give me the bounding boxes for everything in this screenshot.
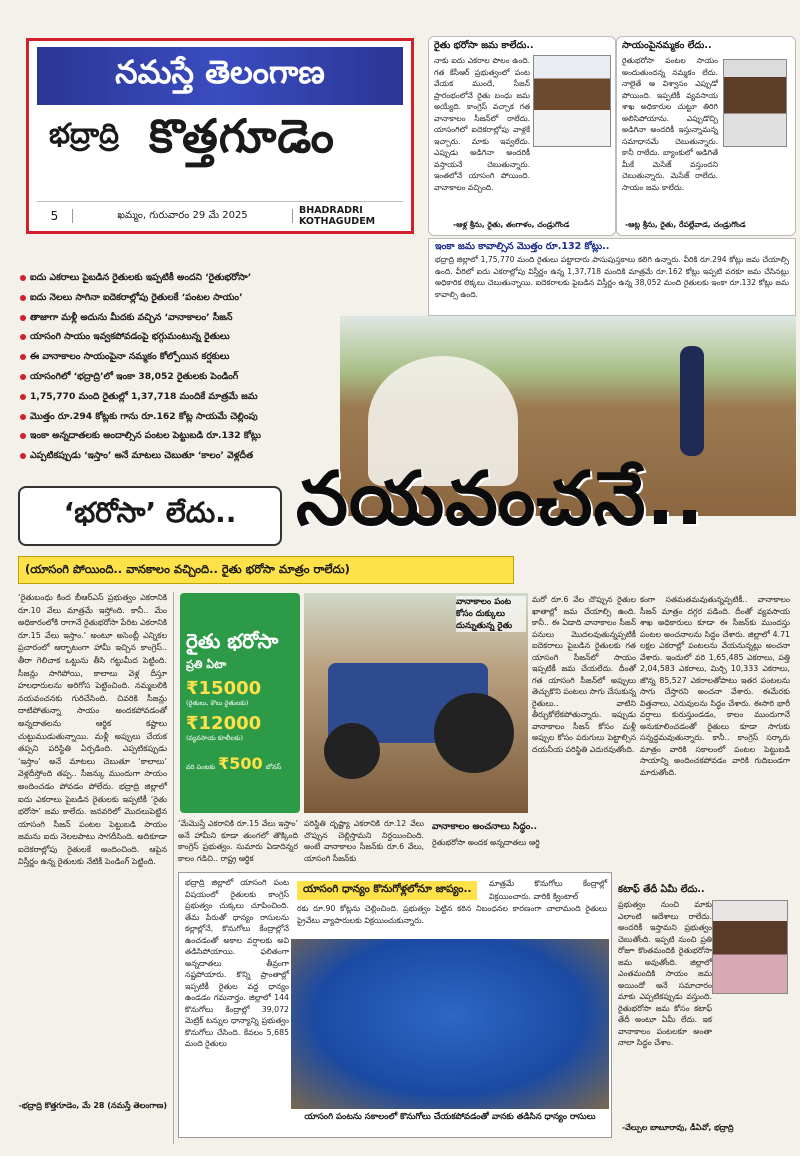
poster-amount-1-note: (రైతులు, కౌలు రైతులకు) xyxy=(186,699,249,707)
masthead-district-block xyxy=(37,111,403,229)
poster-per-year: ప్రతి ఏటా xyxy=(186,658,227,671)
middle-text-col-b: పరిస్థితి దృష్ట్యా ఎకరానికి రూ.12 వేలు చొప్పున చెల్లిస్తామని నిర్దయించింది. అంటే వానాకాలం సీజన్‌కు రూ.6 వేలు, యాసంగి సీజన్‌కు xyxy=(304,819,424,863)
tractor-caption: వానాకాలం పంట కోసం దుక్కులు దున్నుతున్న రైతు xyxy=(456,596,526,632)
masthead xyxy=(26,38,414,234)
pending-box-heading: ఇంకా జమ కావాల్సిన మొత్తం రూ.132 కోట్లు.. xyxy=(435,241,610,252)
grain-col-2-top: మాత్రమే కొనుగోలు కేంద్రాల్లో విక్రయించారు. వారికి క్వింటాల్ xyxy=(489,879,607,901)
highlight-item: తాజాగా మళ్లీ అదును మీదకు వచ్చిన ‘వానాకాలం’ సీజన్ xyxy=(18,308,340,328)
farmer-box-2-body: రైతుభరోసా పంటల సాయం అందుతుందన్న నమ్మకం లేదు. నాలైతే ఆ విశ్వాసం ఎప్పుడో పోయింది. ఇప్పటికీ వ్యవసాయ శాఖ అధికారుల చుట్టూ తిరిగి అలిసిపోయాను. ఎప్పుడొచ్చి అడిగినా అందరికీ ఇస్తున్నామన్న సమాధానమే చెబుతున్నారు. కానీ రాలేదు. బ్యాంకులో అడిగితే మీకే మెసేజ్ వస్తుందని చెబుతున్నారు. మెసేజ్ రాలేదు. సాయం జమ కాలేదు. xyxy=(622,56,718,192)
farmer-box-2-byline: -ఆట్ల శ్రీను, రైతు, రేపల్లేవాడ, చండ్రుగొండ xyxy=(625,220,746,229)
poster-amount-3-suffix: బోనస్ xyxy=(265,763,282,771)
highlight-item: ఈ వానాకాలం సాయంపైనా నమ్మకం కోల్పోయిన కర్షకులు xyxy=(18,347,340,367)
farmer-2-photo xyxy=(723,59,787,147)
farmer-figure xyxy=(680,346,704,456)
english-edition-name: BHADRADRI KOTHAGUDEM xyxy=(299,204,376,227)
farmer-box-1-byline: -ఆళ్ల శ్రీను, రైతు, తంగాళం, చండ్రుగొండ xyxy=(453,220,570,229)
officer-box-byline: -వేల్పుల బాబూరావు, డీఏవో, భద్రాద్రి xyxy=(622,1123,734,1132)
masthead-footer xyxy=(37,201,403,229)
grain-photo-caption: యాసంగి పంటను సకాలంలో కొనుగోలు చేయకపోవడంతో వానకు తడిసిన ధాన్యం రాసులు xyxy=(304,1112,596,1122)
farmer-quote-box-1 xyxy=(428,36,616,236)
left-column-byline: -భద్రాద్రి కొత్తగూడెం, మే 28 (నమస్తే తెలంగాణ) xyxy=(18,1101,167,1110)
highlight-item: ఇంకా అన్నదాతలకు అందాల్సిన పంటల పెట్టుబడి రూ.132 కోట్లు xyxy=(18,426,340,446)
poster-amount-3-prefix: వరి పంటకు xyxy=(186,763,216,771)
officer-box-heading: కటాఫ్ తేదీ ఏమీ లేదు.. xyxy=(618,884,705,895)
middle-text-col-c-heading: వానాకాలం అంచనాలు సిద్ధం.. xyxy=(432,822,538,832)
poster-amount-3: ₹500 xyxy=(218,754,263,773)
poster-title: రైతు భరోసా xyxy=(186,629,279,653)
left-column-body: ‘రైతుబంధు కింద బీఆర్ఎస్ ప్రభుత్వం ఎకరానికి రూ.10 వేలు మాత్రమే ఇస్తోంది. కానీ.. మేం అధికారంలోకి రాగానే రైతుభరోసా పేరిట ఎకరానికి రూ.15 వేలు ఇస్తాం.’ అంటూ అసెంబ్లీ ఎన్నికల ప్రచారంలో ఆర్భాటంగా హామీ ఇచ్చిన కాంగ్రెస్.. తీరా గెలిచాక ఒట్టును తీసి గట్టుమీద పెట్టింది. సీజన్లు సాగిపోయి, కాలాలు వెళ్ల దీస్తూ హలధారులను అరిగోస పెట్టించింది. నమ్మబలికి నయవంచనకు గురిచేసింది. చివరికి సీజన్లు దాటిపోతున్నా సాయం అందకపోవడంతో అన్నదాతలను ఆర్థిక కష్టాలు చుట్టుముడుతున్నాయి. మళ్లీ అప్పులు చేయక తప్పని పరిస్థితి ఏర్పడింది. ఎప్పటికప్పుడు ‘ఇస్తాం’ అనే మాటలు చెబుతూ ‘కాలాలు’ వెళ్లదీస్తోంది తప్ప.. సీజన్కు ముందుగా సాయం అందించడం పోవడం పోలేదు. భద్రాద్రి జిల్లాలో ఐదు ఎకరాలు పైబడిన రైతులకు ఇప్పటికీ ‘రైతు భరోసా’ జమ కాలేదు. జనవరిలో మొదలుపెట్టిన యాసంగి సీజన్ పంటల పెట్టుబడి సాయం జమను ఐదు నెలలపాటు సాగదీసింది. అదికూడా ఐదెకరాల్లోపు రైతులకే అందించింది. ఆపైన విస్తీర్ణం ఉన్న రైతులకు నేటికీ పెండింగ్ పెట్టింది. xyxy=(18,593,167,867)
middle-text-col-a: ‘మేమొస్తే ఎకరానికి రూ.15 వేలు ఇస్తాం’ అనే హామీని కూడా తుంగలో తొక్కింది కాంగ్రెస్ ప్రభుత్వం. సుమారు ఏడాదిన్నర కాలం గడిచి.. రాష్ట్ర ఆర్థిక xyxy=(178,819,298,863)
highlight-item: ఎప్పటికప్పుడు ‘ఇస్తాం’ అనే మాటలు చెబుతూ ‘కాలం’ వెళ్లదీత xyxy=(18,446,340,466)
district-main: కొత్తగూడెం xyxy=(149,109,335,163)
middle-text-col-d: కంగా సతమతమవుతున్నప్పటికీ.. వానాకాలం సీజన్ మాత్రం దగ్గర పడింది. దీంతో వ్యవసాయ శాఖ అధికారులు కూడా ఈ సీజన్‌కు ముందస్తు పంటల అంచనాలను సిద్ధం చేశారు. జిల్లాలో 4.71 లక్షల ఎకరాల్లో పంటలను వేయనున్నట్లు అంచనా వేశారు. ఇందులో వరి 1,65,485 ఎకరాలు, పత్తి 2,04,583 ఎకరాలు, మిర్చి 10,333 ఎకరాలు, జొన్న 85,527 ఎకరాలతోపాటు ఇతర పంటలను సాగు చేస్తారని అంచనా వేశారు. ఈమేరకు విత్తనాలు, ఎరువులను సిద్ధం చేశారు. ఈసారి భారీ వర్షాలు కురుస్తుండడం, కాలం ముందుగానే అనుకూలించడంతో రైతులు కూడా సాగుకు సన్నద్ధమవుతున్నారు. కానీ.. కాంగ్రెస్ సర్కారు మాత్రం వారికి సకాలంలో పంటల పెట్టుబడి సాయాన్ని అందించకపోవడం వారికి గుదిబండగా మారుతోంది. xyxy=(640,595,790,777)
bharosa-ledu-box: ‘భరోసా’ లేదు.. xyxy=(18,486,282,546)
highlight-item: ఐదు ఎకరాలు పైబడిన రైతులకు ఇప్పటికీ అందని ‘రైతుభరోసా’ xyxy=(18,268,340,288)
officer-quote-box xyxy=(614,882,792,1138)
highlight-item: మొత్తం రూ.294 కోట్లకు గాను రూ.162 కోట్ల సాయమే చెల్లింపు xyxy=(18,407,340,427)
date-line: ఖమ్మం, గురువారం 29 మే 2025 xyxy=(73,209,293,223)
page-number: 5 xyxy=(37,209,73,223)
rythu-bharosa-poster xyxy=(180,593,300,813)
poster-amount-1: ₹15000 xyxy=(186,678,262,699)
poster-amount-2-note: (వ్యవసాయ కూలీలకు) xyxy=(186,734,244,742)
subheadline: (యాసంగి పోయింది.. వానకాలం వచ్చింది.. రైతు భరోసా మాత్రం రాలేదు) xyxy=(18,556,514,584)
farmer-box-2-heading: సాయంపైనమ్మకం లేదు.. xyxy=(622,40,712,51)
main-headline: నయవంచనే.. xyxy=(296,456,705,542)
farmer-box-1-heading: రైతు భరోసా జమ కాలేదు.. xyxy=(434,40,534,51)
tractor-wheel-rear xyxy=(434,693,514,773)
farmer-box-1-body: నాకు ఐదు ఎకరాల పొలం ఉంది. గత కేసీఆర్ ప్రభుత్వంలో పంట వేయక ముందే, సీజన్ ప్రారంభంలోనే రైతు బంధు జమ అయ్యేది. కాంగ్రెస్ వచ్చాక గత వానాకాలం సీజన్‌లో రాలేదు. యాసంగిలో ఐదెకరాల్లోపు వాళ్లకే ఇచ్చారు. మాకు ఇవ్వలేదు. ఎప్పుడు అడిగినా అందరికీ వస్తాయనే చెబుతున్నారు. ఇంతలోనే యాసంగి పోయింది. వానాకాలం వచ్చింది. xyxy=(434,56,530,192)
grain-col-1: భద్రాద్రి జిల్లాలో యాసంగి పంట విషయంలో రైతులకు కాంగ్రెస్ ప్రభుత్వం చుక్కలు చూపించింది. తేమ పేరుతో ధాన్యం రాసులను కల్లాల్లోనే, కొనుగోలు కేంద్రాల్లోనే ఉంచడంతో అకాల వర్షాలకు అవి తడిసిపోయాయి. ఫలితంగా అన్నదాతలు తీవ్రంగా నష్టపోయారు. కొన్ని ప్రాంతాల్లో ఇప్పటికీ రైతుల వద్ద ధాన్యం ఉండడం గమనార్హం. జిల్లాలో 144 కొనుగోలు కేంద్రాల్లో 39,072 మెట్రిక్ టన్నుల ధాన్యాన్ని ప్రభుత్వం కొనుగోలు చేసింది. కేవలం 5,685 మంది రైతులు xyxy=(185,878,289,1048)
highlight-item: యాసంగి సాయం ఇవ్వకపోవడంపై భగ్గుమంటున్న రైతులు xyxy=(18,327,340,347)
officer-box-body-top: ప్రభుత్వం నుంచి మాకు ఎలాంటి ఆదేశాలు రాలేదు. అందరికీ ఇస్తామని ప్రభుత్వం చెబుతోంది. ఇప్పటి నుంచి ప్రతి రోజూ కొంతమందికి రైతుభరోసా జమ అవుతోంది. జిల్లాలో ఎంతమందికి సాయం జమ అయిందో అనే సమాచారం మాకు ఎప్పటికప్పుడు వస్తుంది. రైతుభరోసా జమ కోసం కటాఫ్ తేదీ అంటూ ఏమీ లేదు. ఇక వానాకాలం పంటలకూ అంతా నాలా సిద్ధం చేశాం. xyxy=(618,900,712,1047)
pending-amount-box xyxy=(428,238,796,316)
highlight-item: ఐదు నెలలు సాగినా ఐదెకరాల్లోపు రైతులకే ‘పంటల సాయం’ xyxy=(18,288,340,308)
farmer-1-photo xyxy=(533,55,611,147)
poster-amount-2: ₹12000 xyxy=(186,713,262,734)
grain-section-tag: యాసంగి ధాన్యం కొనుగోళ్లలోనూ జాప్యం.. xyxy=(297,881,477,900)
district-prefix: భద్రాద్రి xyxy=(49,117,119,150)
left-column xyxy=(18,592,174,1144)
officer-photo xyxy=(712,900,788,994)
pending-box-body: భద్రాద్రి జిల్లాలో 1,75,770 మంది రైతులు పట్టాదారు పాసుపుస్తకాలు కలిగి ఉన్నారు. వీరికి రూ.294 కోట్లు జమ చేయాల్సి ఉంది. వీరిలో ఐదు ఎకరాల్లోపు విస్తీర్ణం ఉన్న 1,37,718 మందికి మాత్రమే రూ.162 కోట్లు ఇప్పటి వరకూ జమ చేసినట్లు అధికారిక లెక్కలు చెబుతున్నాయి. ఐదెకరాలకు పైబడిన విస్తీర్ణం ఉన్న 38,052 మంది రైతులకు ఇంకా రూ.132 కోట్లు జమ కావాల్సి ఉంది. xyxy=(435,255,789,299)
highlights-list xyxy=(18,268,340,466)
highlight-item: 1,75,770 మంది రైతుల్లో 1,37,718 మందికే మాత్రమే జమ xyxy=(18,387,340,407)
grain-tarp-photo xyxy=(291,939,609,1109)
highlight-item: యాసంగిలో ‘భద్రాద్రి’లో ఇంకా 38,052 రైతులకు పెండింగ్ xyxy=(18,367,340,387)
middle-text-col-c-tail: రైతుభరోసా అందక అన్నదాతలు ఆర్థి xyxy=(432,838,540,847)
paper-name: నమస్తే తెలంగాణ xyxy=(37,47,403,105)
farmer-quote-box-2 xyxy=(616,36,796,236)
grain-procurement-section xyxy=(178,872,612,1138)
tractor-wheel-front xyxy=(324,723,380,779)
middle-text-col-c: మరో రూ.6 వేల చొప్పున రైతుల ఖాతాల్లో జమ చేయాల్సి ఉంది. కానీ.. ఈ ఏడాది వానాకాలం సీజన్ పనులు మొదలవుతున్నప్పటికీ ఐదెకరాలు పైబడిన రైతులకు గత యాసంగి సీజన్‌లో సాయం ఇప్పటికీ జమ చేయలేదు. దీంతో గత యాసంగి సీజన్‌లో అప్పులు తెచ్చుకొని పంటలు సాగు చేసుకున్న రైతులు.. వాటిని తీర్చుకోలేకపోతున్నారు. ఇప్పుడు వానాకాలం సీజన్ కోసం మళ్లీ అప్పుల కోసం పరుగులు పెట్టాల్సిన దయనీయ పరిస్థితి ఎదురవుతోంది. xyxy=(532,595,636,754)
grain-col-2-bottom: రకు రూ.90 కోట్లను చెల్లించింది. ప్రభుత్వం పెట్టిన కఠిన నిబంధనల కారణంగా చాలామంది రైతులు ప్రైవేటు వ్యాపారులకు విక్రయించుకున్నారు. xyxy=(297,904,607,925)
